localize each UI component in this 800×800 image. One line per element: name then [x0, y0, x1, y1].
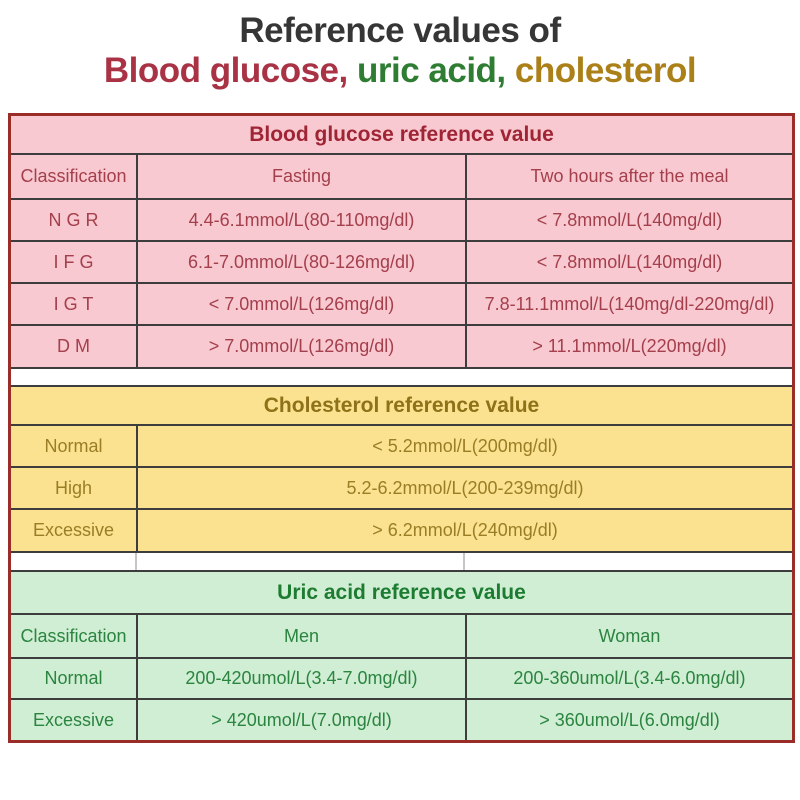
column-header-two-hours-after-meal: Two hours after the meal [466, 154, 792, 199]
table-row-ngr [11, 199, 792, 241]
cholesterol-table-title: Cholesterol reference value [11, 387, 792, 425]
cell-dm-after-meal: > 11.1mmol/L(220mg/dl) [466, 325, 792, 367]
cell-ngr-label: N G R [11, 199, 137, 241]
column-header-woman: Woman [466, 614, 792, 658]
table-row-chol-high [11, 467, 792, 509]
table-row-chol-normal [11, 425, 792, 467]
cell-ngr-fasting: 4.4-6.1mmol/L(80-110mg/dl) [137, 199, 466, 241]
reference-tables-frame [8, 113, 795, 743]
cell-igt-label: I G T [11, 283, 137, 325]
cell-ifg-fasting: 6.1-7.0mmol/L(80-126mg/dl) [137, 241, 466, 283]
cell-uric-normal-men: 200-420umol/L(3.4-7.0mg/dl) [137, 658, 466, 699]
column-divider-line [463, 553, 465, 570]
page-title-line1: Reference values of [239, 11, 561, 50]
uric-acid-caption-row [11, 572, 792, 614]
cell-igt-fasting: < 7.0mmol/L(126mg/dl) [137, 283, 466, 325]
title-part-cholesterol: cholesterol [514, 51, 697, 90]
title-part-blood-glucose: Blood glucose, [103, 51, 357, 90]
table-spacer-2 [11, 551, 792, 572]
table-row-dm [11, 325, 792, 367]
page-title-line2 [0, 51, 800, 91]
column-header-classification-uric: Classification [11, 614, 137, 658]
column-header-fasting: Fasting [137, 154, 466, 199]
blood-glucose-table [11, 116, 792, 367]
cholesterol-caption-row [11, 387, 792, 425]
cell-ifg-label: I F G [11, 241, 137, 283]
blood-glucose-header-row [11, 154, 792, 199]
cell-dm-fasting: > 7.0mmol/L(126mg/dl) [137, 325, 466, 367]
cell-uric-excessive-woman: > 360umol/L(6.0mg/dl) [466, 699, 792, 740]
column-header-classification: Classification [11, 154, 137, 199]
cell-chol-high-value: 5.2-6.2mmol/L(200-239mg/dl) [137, 467, 792, 509]
cell-ifg-after-meal: < 7.8mmol/L(140mg/dl) [466, 241, 792, 283]
column-divider-line [135, 553, 137, 570]
cell-uric-excessive-men: > 420umol/L(7.0mg/dl) [137, 699, 466, 740]
uric-acid-header-row [11, 614, 792, 658]
table-row-uric-excessive [11, 699, 792, 740]
column-header-men: Men [137, 614, 466, 658]
cholesterol-table [11, 387, 792, 551]
uric-acid-table-title: Uric acid reference value [11, 572, 792, 614]
uric-acid-table [11, 572, 792, 740]
table-row-ifg [11, 241, 792, 283]
table-row-igt [11, 283, 792, 325]
cell-igt-after-meal: 7.8-11.1mmol/L(140mg/dl-220mg/dl) [466, 283, 792, 325]
cell-chol-normal-value: < 5.2mmol/L(200mg/dl) [137, 425, 792, 467]
cell-uric-normal-label: Normal [11, 658, 137, 699]
title-part-uric-acid: uric acid, [356, 51, 515, 90]
cell-chol-high-label: High [11, 467, 137, 509]
cell-chol-normal-label: Normal [11, 425, 137, 467]
cell-ngr-after-meal: < 7.8mmol/L(140mg/dl) [466, 199, 792, 241]
page-title [0, 0, 800, 91]
table-spacer-1 [11, 367, 792, 387]
cell-uric-normal-woman: 200-360umol/L(3.4-6.0mg/dl) [466, 658, 792, 699]
table-row-uric-normal [11, 658, 792, 699]
table-row-chol-excessive [11, 509, 792, 551]
cell-dm-label: D M [11, 325, 137, 367]
blood-glucose-caption-row [11, 116, 792, 154]
cell-chol-excessive-label: Excessive [11, 509, 137, 551]
cell-uric-excessive-label: Excessive [11, 699, 137, 740]
cell-chol-excessive-value: > 6.2mmol/L(240mg/dl) [137, 509, 792, 551]
blood-glucose-table-title: Blood glucose reference value [11, 116, 792, 154]
